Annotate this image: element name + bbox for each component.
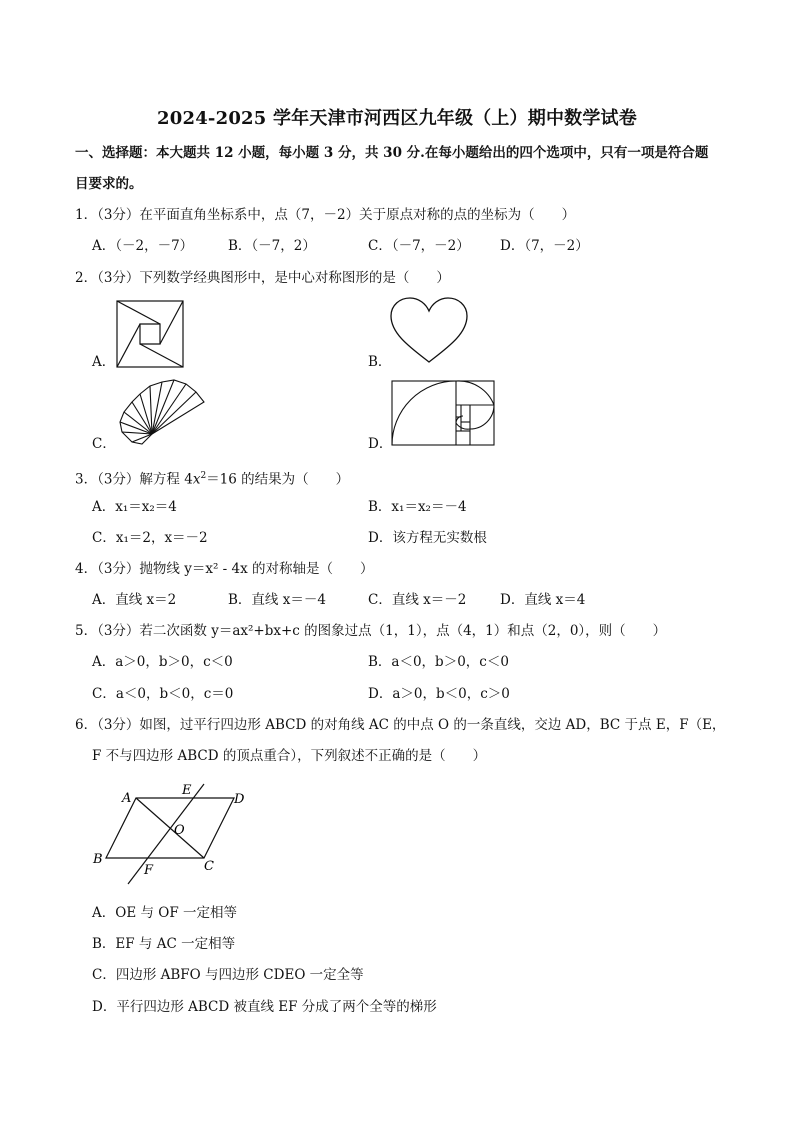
q3-stem-before: 3．（3分）解方程 4 bbox=[75, 471, 193, 488]
q2-option-a: A． bbox=[92, 354, 116, 370]
q1-option-d: D．（7，－2） bbox=[500, 238, 589, 254]
q6-option-a: A．OE 与 OF 一定相等 bbox=[92, 905, 237, 921]
label-e: E bbox=[182, 783, 192, 798]
q3-option-a: A．x₁＝x₂＝4 bbox=[92, 499, 177, 515]
label-d: D bbox=[234, 792, 245, 807]
q3-option-d: D．该方程无实数根 bbox=[368, 530, 487, 546]
label-b: B bbox=[93, 852, 103, 867]
section-header-line1: 一、选择题：本大题共 12 小题，每小题 3 分，共 30 分.在每小题给出的四个选项中，只有一项是符合题 bbox=[75, 145, 709, 161]
triangle-fan-figure bbox=[112, 378, 208, 448]
q1-option-c: C．（－7，－2） bbox=[368, 238, 470, 254]
q3-option-c: C．x₁＝2，x＝－2 bbox=[92, 530, 208, 546]
label-a: A bbox=[122, 791, 132, 806]
q5-stem: 5．（3分）若二次函数 y＝ax²+bx+c 的图象过点（1，1），点（4，1）和点（2，0），则（ ） bbox=[75, 623, 667, 639]
q6-option-c: C．四边形 ABFO 与四边形 CDEO 一定全等 bbox=[92, 967, 364, 983]
q6-stem-line1: 6．（3分）如图，过平行四边形 ABCD 的对角线 AC 的中点 O 的一条直线，交边 AD，BC 于点 E，F（E， bbox=[75, 717, 726, 733]
q3-stem-var: x bbox=[192, 471, 201, 488]
q2-stem: 2．（3分）下列数学经典图形中，是中心对称图形的是（ ） bbox=[75, 270, 450, 286]
q4-stem: 4．（3分）抛物线 y＝x² - 4x 的对称轴是（ ） bbox=[75, 561, 374, 577]
q1-option-b: B．（－7，2） bbox=[228, 238, 316, 254]
q5-option-b: B．a＜0，b＞0，c＜0 bbox=[368, 654, 509, 670]
label-f: F bbox=[144, 863, 154, 878]
golden-spiral-figure bbox=[391, 380, 495, 446]
q6-stem-line2: F 不与四边形 ABCD 的顶点重合），下列叙述不正确的是（ ） bbox=[92, 748, 487, 764]
q5-option-d: D．a＞0，b＜0，c＞0 bbox=[368, 686, 510, 702]
parallelogram-figure bbox=[88, 778, 258, 888]
q2-option-c: C． bbox=[92, 436, 116, 452]
section-header-line2: 目要求的。 bbox=[75, 176, 143, 192]
q4-option-a: A．直线 x＝2 bbox=[92, 592, 177, 608]
pinwheel-square-figure bbox=[116, 300, 184, 368]
label-c: C bbox=[204, 859, 214, 874]
q3-stem-exp: 2 bbox=[200, 471, 207, 481]
q1-option-a: A．（－2，－7） bbox=[92, 238, 194, 254]
q6-option-d: D．平行四边形 ABCD 被直线 EF 分成了两个全等的梯形 bbox=[92, 999, 437, 1015]
q4-option-c: C．直线 x＝－2 bbox=[368, 592, 467, 608]
q3-stem-after: ＝16 的结果为（ ） bbox=[206, 471, 350, 488]
q1-stem: 1．（3分）在平面直角坐标系中，点（7，－2）关于原点对称的点的坐标为（ ） bbox=[75, 207, 576, 223]
exam-title: 2024-2025 学年天津市河西区九年级（上）期中数学试卷 bbox=[157, 108, 637, 129]
q5-option-c: C．a＜0，b＜0，c＝0 bbox=[92, 686, 234, 702]
heart-figure bbox=[389, 296, 469, 366]
label-o: O bbox=[174, 823, 185, 838]
q2-option-b: B． bbox=[368, 354, 392, 370]
q5-option-a: A．a＞0，b＞0，c＜0 bbox=[92, 654, 233, 670]
q6-option-b: B．EF 与 AC 一定相等 bbox=[92, 936, 236, 952]
q3-stem bbox=[75, 466, 349, 490]
q2-option-d: D． bbox=[368, 436, 393, 452]
q4-option-d: D．直线 x＝4 bbox=[500, 592, 586, 608]
q4-option-b: B．直线 x＝－4 bbox=[228, 592, 326, 608]
q3-option-b: B．x₁＝x₂＝－4 bbox=[368, 499, 467, 515]
